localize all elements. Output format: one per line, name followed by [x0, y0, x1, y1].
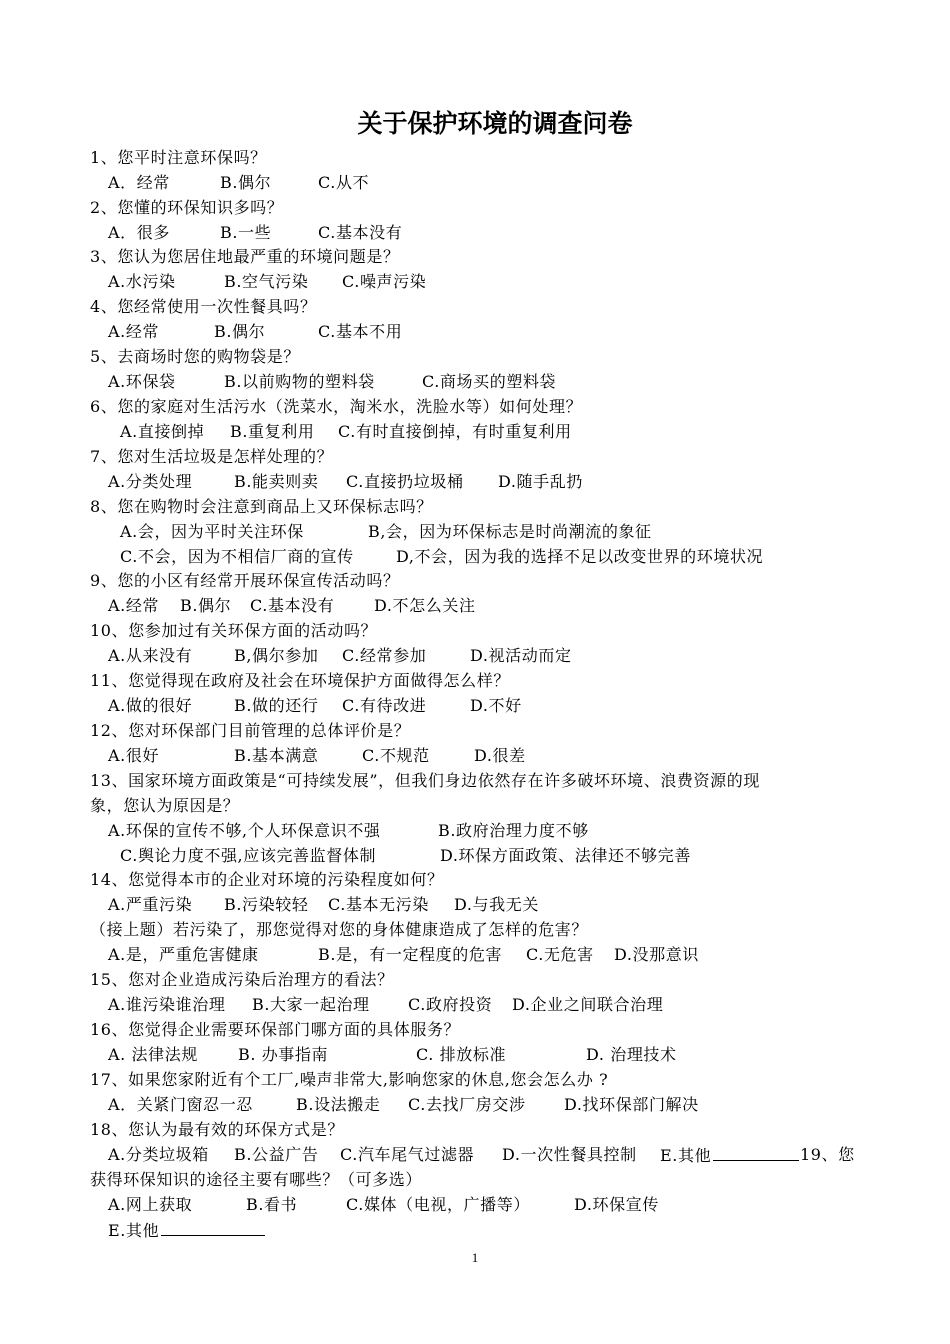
question-3: 3、您认为您居住地最严重的环境问题是？	[90, 247, 400, 266]
option: A.分类处理	[108, 472, 193, 491]
option: A.网上获取	[108, 1195, 193, 1214]
option: B.看书	[246, 1195, 298, 1214]
question-1: 1、您平时注意环保吗？	[90, 148, 267, 167]
option: A.直接倒掉	[120, 422, 205, 441]
option: B.空气污染	[224, 272, 309, 291]
option: C.直接扔垃圾桶	[346, 472, 464, 491]
option: A.是，严重危害健康	[108, 945, 259, 964]
option: A.水污染	[108, 272, 176, 291]
option: C.不规范	[362, 746, 430, 765]
question-13-cont: 象，您认为原因是？	[90, 796, 240, 815]
option: D.与我无关	[454, 895, 539, 914]
option: A.环保的宣传不够,个人环保意识不强	[108, 821, 381, 840]
question-9: 9、您的小区有经常开展环保宣传活动吗？	[90, 571, 400, 590]
option: C.基本没有	[318, 223, 403, 242]
option: A.做的很好	[108, 696, 193, 715]
question-4: 4、您经常使用一次性餐具吗？	[90, 297, 317, 316]
option: C.不会，因为不相信厂商的宣传	[120, 547, 354, 566]
option: D,不会，因为我的选择不足以改变世界的环境状况	[396, 547, 764, 566]
option: A.谁污染谁治理	[108, 995, 226, 1014]
option: C.有待改进	[342, 696, 427, 715]
option: C.舆论力度不强,应该完善监督体制	[120, 846, 377, 865]
question-12: 12、您对环保部门目前管理的总体评价是？	[90, 721, 411, 740]
option: B.公益广告	[234, 1145, 319, 1164]
page-number: 1	[471, 1250, 479, 1265]
option: D.环保方面政策、法律还不够完善	[440, 846, 691, 865]
question-6: 6、您的家庭对生活污水（洗菜水，淘米水，洗脸水等）如何处理？	[90, 397, 583, 416]
option: B.政府治理力度不够	[438, 821, 589, 840]
question-18: 18、您认为最有效的环保方式是？	[90, 1120, 344, 1139]
option: C. 排放标准	[416, 1045, 507, 1064]
question-2: 2、您懂的环保知识多吗？	[90, 198, 284, 217]
option: D.企业之间联合治理	[512, 995, 664, 1014]
question-10: 10、您参加过有关环保方面的活动吗？	[90, 621, 378, 640]
question-5: 5、去商场时您的购物袋是？	[90, 347, 300, 366]
option: B,偶尔参加	[234, 646, 319, 665]
option: B.偶尔	[214, 322, 266, 341]
option: C.从不	[318, 173, 370, 192]
option-other	[108, 1219, 265, 1242]
option: A.经常	[108, 596, 160, 615]
option: B.大家一起治理	[252, 995, 370, 1014]
option: C.有时直接倒掉，有时重复利用	[338, 422, 572, 441]
option: A.从来没有	[108, 646, 193, 665]
option: C.经常参加	[342, 646, 427, 665]
question-16: 16、您觉得企业需要环保部门哪方面的具体服务？	[90, 1020, 461, 1039]
option: D.不好	[470, 696, 522, 715]
option: E.其他	[108, 1221, 160, 1240]
option: D.没那意识	[614, 945, 699, 964]
question-19: 获得环保知识的途径主要有哪些？（可多选）	[90, 1170, 423, 1189]
option: A.分类垃圾箱	[108, 1145, 209, 1164]
option: C.政府投资	[408, 995, 493, 1014]
option: B. 办事指南	[238, 1045, 329, 1064]
option: A. 法律法规	[108, 1045, 198, 1064]
option: B.重复利用	[230, 422, 315, 441]
option: B.偶尔	[180, 596, 232, 615]
option: C.无危害	[526, 945, 594, 964]
option: E.其他	[660, 1146, 712, 1165]
option: A．很多	[108, 223, 170, 242]
option: D.随手乱扔	[498, 472, 583, 491]
question-17: 17、如果您家附近有个工厂,噪声非常大,影响您家的休息,您会怎么办 ?	[90, 1070, 609, 1089]
option: B.是，有一定程度的危害	[318, 945, 503, 964]
question-7: 7、您对生活垃圾是怎样处理的？	[90, 447, 334, 466]
option: C.商场买的塑料袋	[422, 372, 557, 391]
option: D. 治理技术	[586, 1045, 677, 1064]
option: C.基本不用	[318, 322, 403, 341]
option-other	[660, 1144, 799, 1167]
page-title: 关于保护环境的调查问卷	[357, 109, 633, 138]
option: D.很差	[474, 746, 526, 765]
option: D.环保宣传	[574, 1195, 659, 1214]
option: D.不怎么关注	[374, 596, 476, 615]
option: D.一次性餐具控制	[502, 1145, 637, 1164]
option: A.会，因为平时关注环保	[120, 522, 304, 541]
option: B.做的还行	[234, 696, 319, 715]
option: C.汽车尾气过滤器	[340, 1145, 475, 1164]
fill-blank[interactable]	[713, 1144, 799, 1161]
option: B.污染较轻	[224, 895, 309, 914]
option: A．关紧门窗忍一忍	[108, 1095, 253, 1114]
question-13: 13、国家环境方面政策是“可持续发展”，但我们身边依然存在许多破坏环境、浪费资源的现	[90, 771, 760, 790]
option: B,会，因为环保标志是时尚潮流的象征	[368, 522, 652, 541]
option: C.基本没有	[250, 596, 335, 615]
question-11: 11、您觉得现在政府及社会在环境保护方面做得怎么样？	[90, 671, 510, 690]
option: A.很好	[108, 746, 160, 765]
question-14: 14、您觉得本市的企业对环境的污染程度如何？	[90, 870, 444, 889]
option: D.找环保部门解决	[564, 1095, 699, 1114]
question-14-followup: （接上题）若污染了，那您觉得对您的身体健康造成了怎样的危害？	[90, 920, 589, 939]
option: A.环保袋	[108, 372, 176, 391]
option: C.媒体（电视，广播等）	[346, 1195, 530, 1214]
option: C.基本无污染	[328, 895, 429, 914]
option: D.视活动而定	[470, 646, 572, 665]
option: A.经常	[108, 322, 160, 341]
option: A.严重污染	[108, 895, 193, 914]
option: B.一些	[220, 223, 272, 242]
option: C.去找厂房交涉	[408, 1095, 526, 1114]
option: C.噪声污染	[342, 272, 427, 291]
option: B.以前购物的塑料袋	[224, 372, 375, 391]
question-15: 15、您对企业造成污染后治理方的看法？	[90, 970, 394, 989]
option: A．经常	[108, 173, 170, 192]
option: B.基本满意	[234, 746, 319, 765]
option: B.设法搬走	[296, 1095, 381, 1114]
option: B.能卖则卖	[234, 472, 319, 491]
question-8: 8、您在购物时会注意到商品上又环保标志吗？	[90, 497, 433, 516]
option: B.偶尔	[220, 173, 272, 192]
fill-blank[interactable]	[161, 1219, 265, 1236]
question-19-start: 19、您	[800, 1145, 855, 1164]
